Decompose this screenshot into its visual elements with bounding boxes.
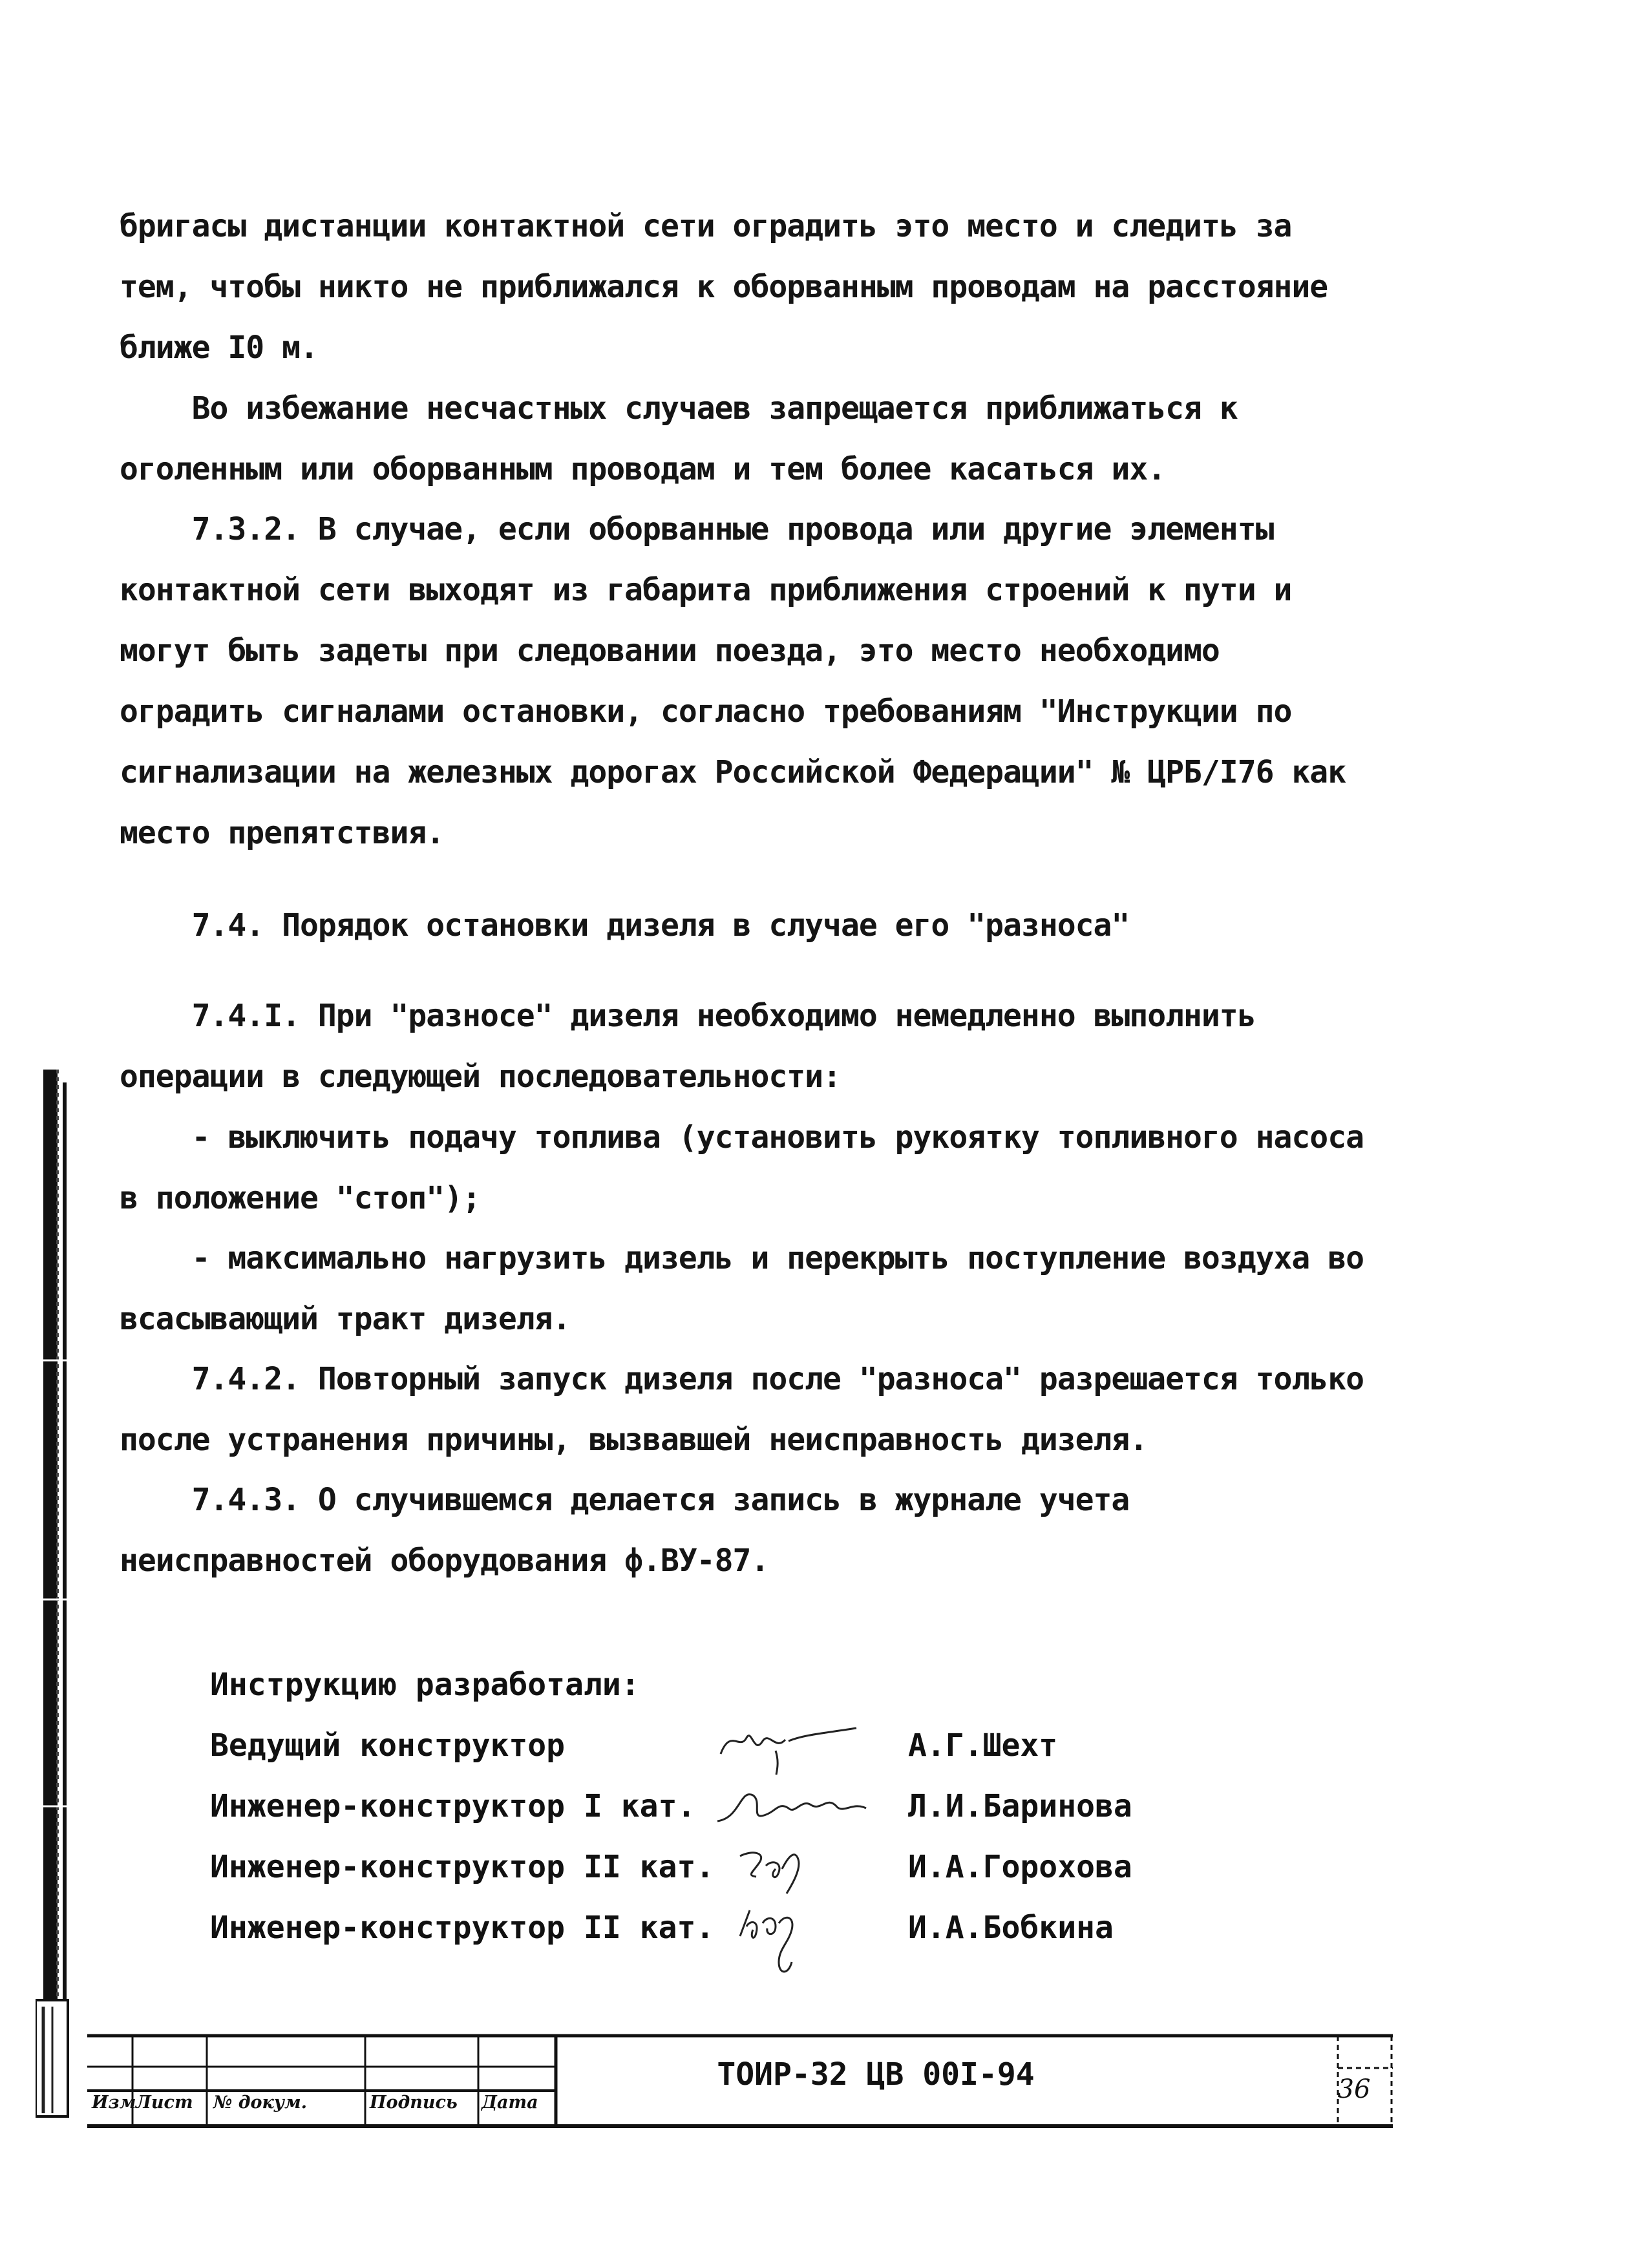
stamp-labels [90, 2089, 556, 2127]
signer-row [210, 1837, 1244, 1897]
signer-role: Ведущий конструктор [210, 1727, 566, 1764]
signer-row [210, 1897, 1244, 1958]
list-item-fuel: - выключить подачу топлива (установить рукоятку топливного насоса в положение "стоп"); [120, 1119, 1382, 1216]
handwritten-signature [714, 1776, 869, 1837]
page-number: 36 [1337, 2074, 1371, 2104]
paragraph-7-4-3: 7.4.3. О случившемся делается запись в журнале учета неисправностей оборудования ф.ВУ-87. [120, 1482, 1148, 1579]
stamp-label-date: Дата [482, 2093, 538, 2113]
paragraph-7-3-2: 7.3.2. В случае, если оборванные провода или другие элементы контактной сети выходят из габарита приближения строений к пути и могут быть задеты при следовании поезда, это место необходимо оградить сигналами остановки, согласно требованиям "Инструкции по сигнализации на железных дорогах Российской Федерации" № ЦРБ/I76 как место препятствия. [120, 511, 1364, 851]
signer-name: Л.И.Баринова [908, 1788, 1132, 1824]
paragraph-7-4-2: 7.4.2. Повторный запуск дизеля после "разноса" разрешается только после устранения причины, вызвавшей неисправность дизеля. [120, 1361, 1382, 1458]
handwritten-signature [714, 1715, 869, 1776]
binding-margin-strip [36, 1070, 94, 2129]
handwritten-signature [714, 1837, 869, 1897]
signers-heading: Инструкцию разработали: [210, 1667, 640, 1703]
paragraph-2: Во избежание несчастных случаев запрещается приближаться к оголенным или оборванным проводам и тем более касаться их. [120, 390, 1256, 487]
section-heading-7-4: 7.4. Порядок остановки дизеля в случае его "разноса" [120, 907, 1130, 944]
signers-list [210, 1715, 1244, 1958]
stamp-label-list: Лист [136, 2093, 193, 2113]
signer-role: Инженер-конструктор II кат. [210, 1910, 715, 1946]
paragraph-7-4-1: 7.4.I. При "разносе" дизеля необходимо немедленно выполнить операции в следующей последовательности: [120, 998, 1274, 1095]
signer-name: А.Г.Шехт [908, 1727, 1058, 1764]
stamp-label-signature: Подпись [370, 2093, 458, 2113]
stamp-label-docnum: № докум. [213, 2093, 308, 2113]
signer-role: Инженер-конструктор I кат. [210, 1788, 696, 1824]
signer-row [210, 1776, 1244, 1837]
signer-name: И.А.Бобкина [908, 1910, 1114, 1946]
stamp-label-izm: Изм [92, 2093, 136, 2113]
list-item-load: - максимально нагрузить дизель и перекрыть поступление воздуха во всасывающий тракт дизеля. [120, 1240, 1382, 1337]
handwritten-signature [714, 1897, 869, 1988]
paragraph-1: бригаcы дистанции контактной сети оградить это место и следить за тем, чтобы никто не приближался к оборванным проводам на расстояние ближе I0 м. [120, 208, 1328, 366]
signer-row [210, 1715, 1244, 1776]
signer-name: И.А.Горохова [908, 1849, 1132, 1885]
signer-role: Инженер-конструктор II кат. [210, 1849, 715, 1885]
document-code: ТОИР-32 ЦВ 00I-94 [717, 2056, 1035, 2093]
